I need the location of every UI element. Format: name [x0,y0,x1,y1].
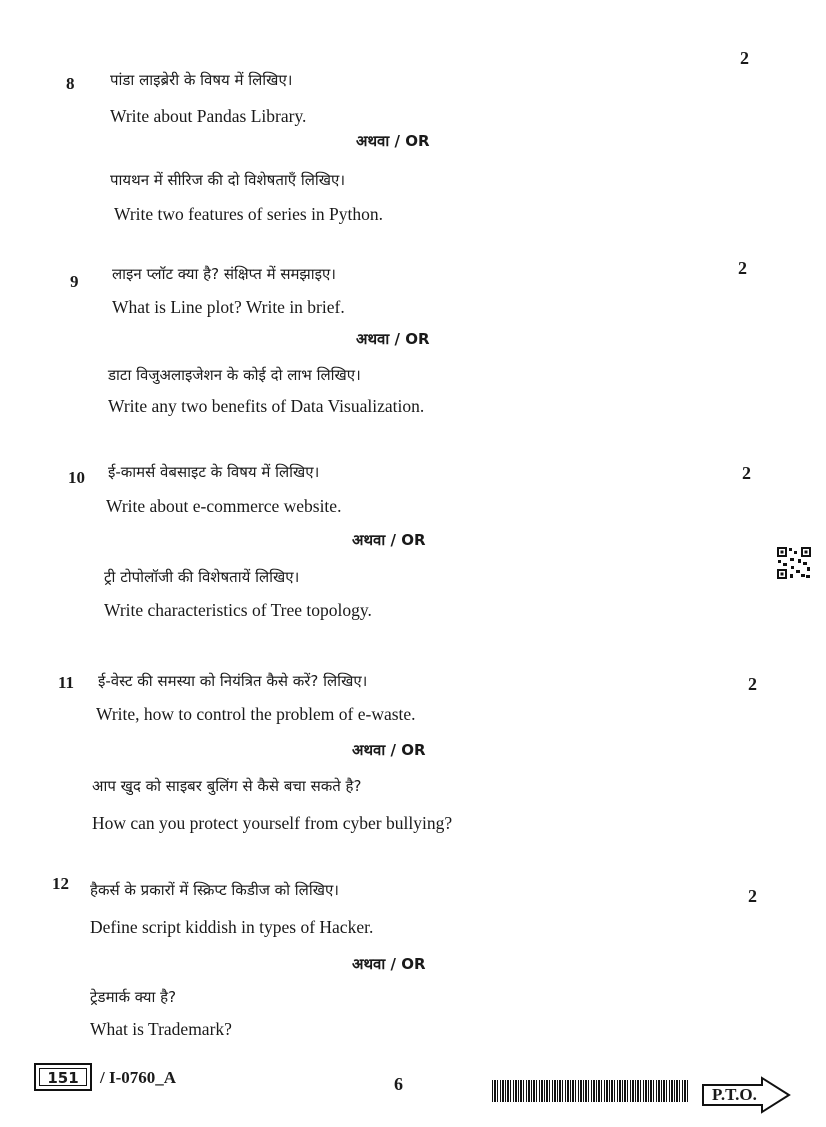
question-number: 8 [66,74,75,93]
question-english: Write about e-commerce website. [106,496,342,516]
alt-question-hindi: आप खुद को साइबर बुलिंग से कैसे बचा सकते है? [92,777,362,795]
question-english: Define script kiddish in types of Hacker. [90,917,374,937]
alt-question-hindi: ट्री टोपोलॉजी की विशेषतायें लिखिए। [104,568,300,586]
question-hindi: ई-कामर्स वेबसाइट के विषय में लिखिए। [108,463,320,481]
or-separator: अथवा / OR [352,955,426,973]
alt-question-hindi: ट्रेडमार्क क्या है? [90,988,177,1006]
question-hindi: ई-वेस्ट की समस्या को नियंत्रित कैसे करें? लिखिए। [98,672,368,690]
barcode [492,1080,688,1102]
page-number: 6 [394,1074,403,1094]
question-number: 9 [70,272,79,291]
pto-arrow-icon [700,1076,792,1114]
alt-question-english: How can you protect yourself from cyber bullying? [92,813,453,833]
question-hindi: पांडा लाइब्रेरी के विषय में लिखिए। [110,71,293,89]
question-hindi: हैकर्स के प्रकारों में स्क्रिप्ट किडीज को लिखिए। [90,881,339,899]
question-marks: 2 [742,463,751,483]
question-english: What is Line plot? Write in brief. [112,297,345,317]
question-number: 12 [52,874,69,893]
or-separator: अथवा / OR [356,132,430,150]
or-separator: अथवा / OR [352,741,426,759]
subject-code-box [34,1063,92,1091]
question-english: Write about Pandas Library. [110,106,307,126]
question-marks: 2 [738,258,747,278]
top-marks: 2 [740,48,749,68]
question-number: 11 [58,673,75,692]
alt-question-hindi: पायथन में सीरिज की दो विशेषताएँ लिखिए। [110,171,346,189]
question-english: Write, how to control the problem of e-waste. [96,704,416,724]
question-hindi: लाइन प्लॉट क्या है? संक्षिप्त में समझाइए। [112,265,336,283]
alt-question-english: Write characteristics of Tree topology. [104,600,372,620]
qr-code-icon [776,546,812,580]
question-marks: 2 [748,886,757,906]
subject-code: 151 [39,1068,87,1086]
question-number: 10 [68,468,85,487]
alt-question-english: Write two features of series in Python. [114,204,384,224]
paper-code: / I-0760_A [100,1068,177,1087]
question-marks: 2 [748,674,757,694]
or-separator: अथवा / OR [356,330,430,348]
alt-question-english: Write any two benefits of Data Visualization. [108,396,425,416]
alt-question-hindi: डाटा विजुअलाइजेशन के कोई दो लाभ लिखिए। [108,366,361,384]
pto-label: P.T.O. [712,1085,757,1104]
or-separator: अथवा / OR [352,531,426,549]
alt-question-english: What is Trademark? [90,1019,232,1039]
